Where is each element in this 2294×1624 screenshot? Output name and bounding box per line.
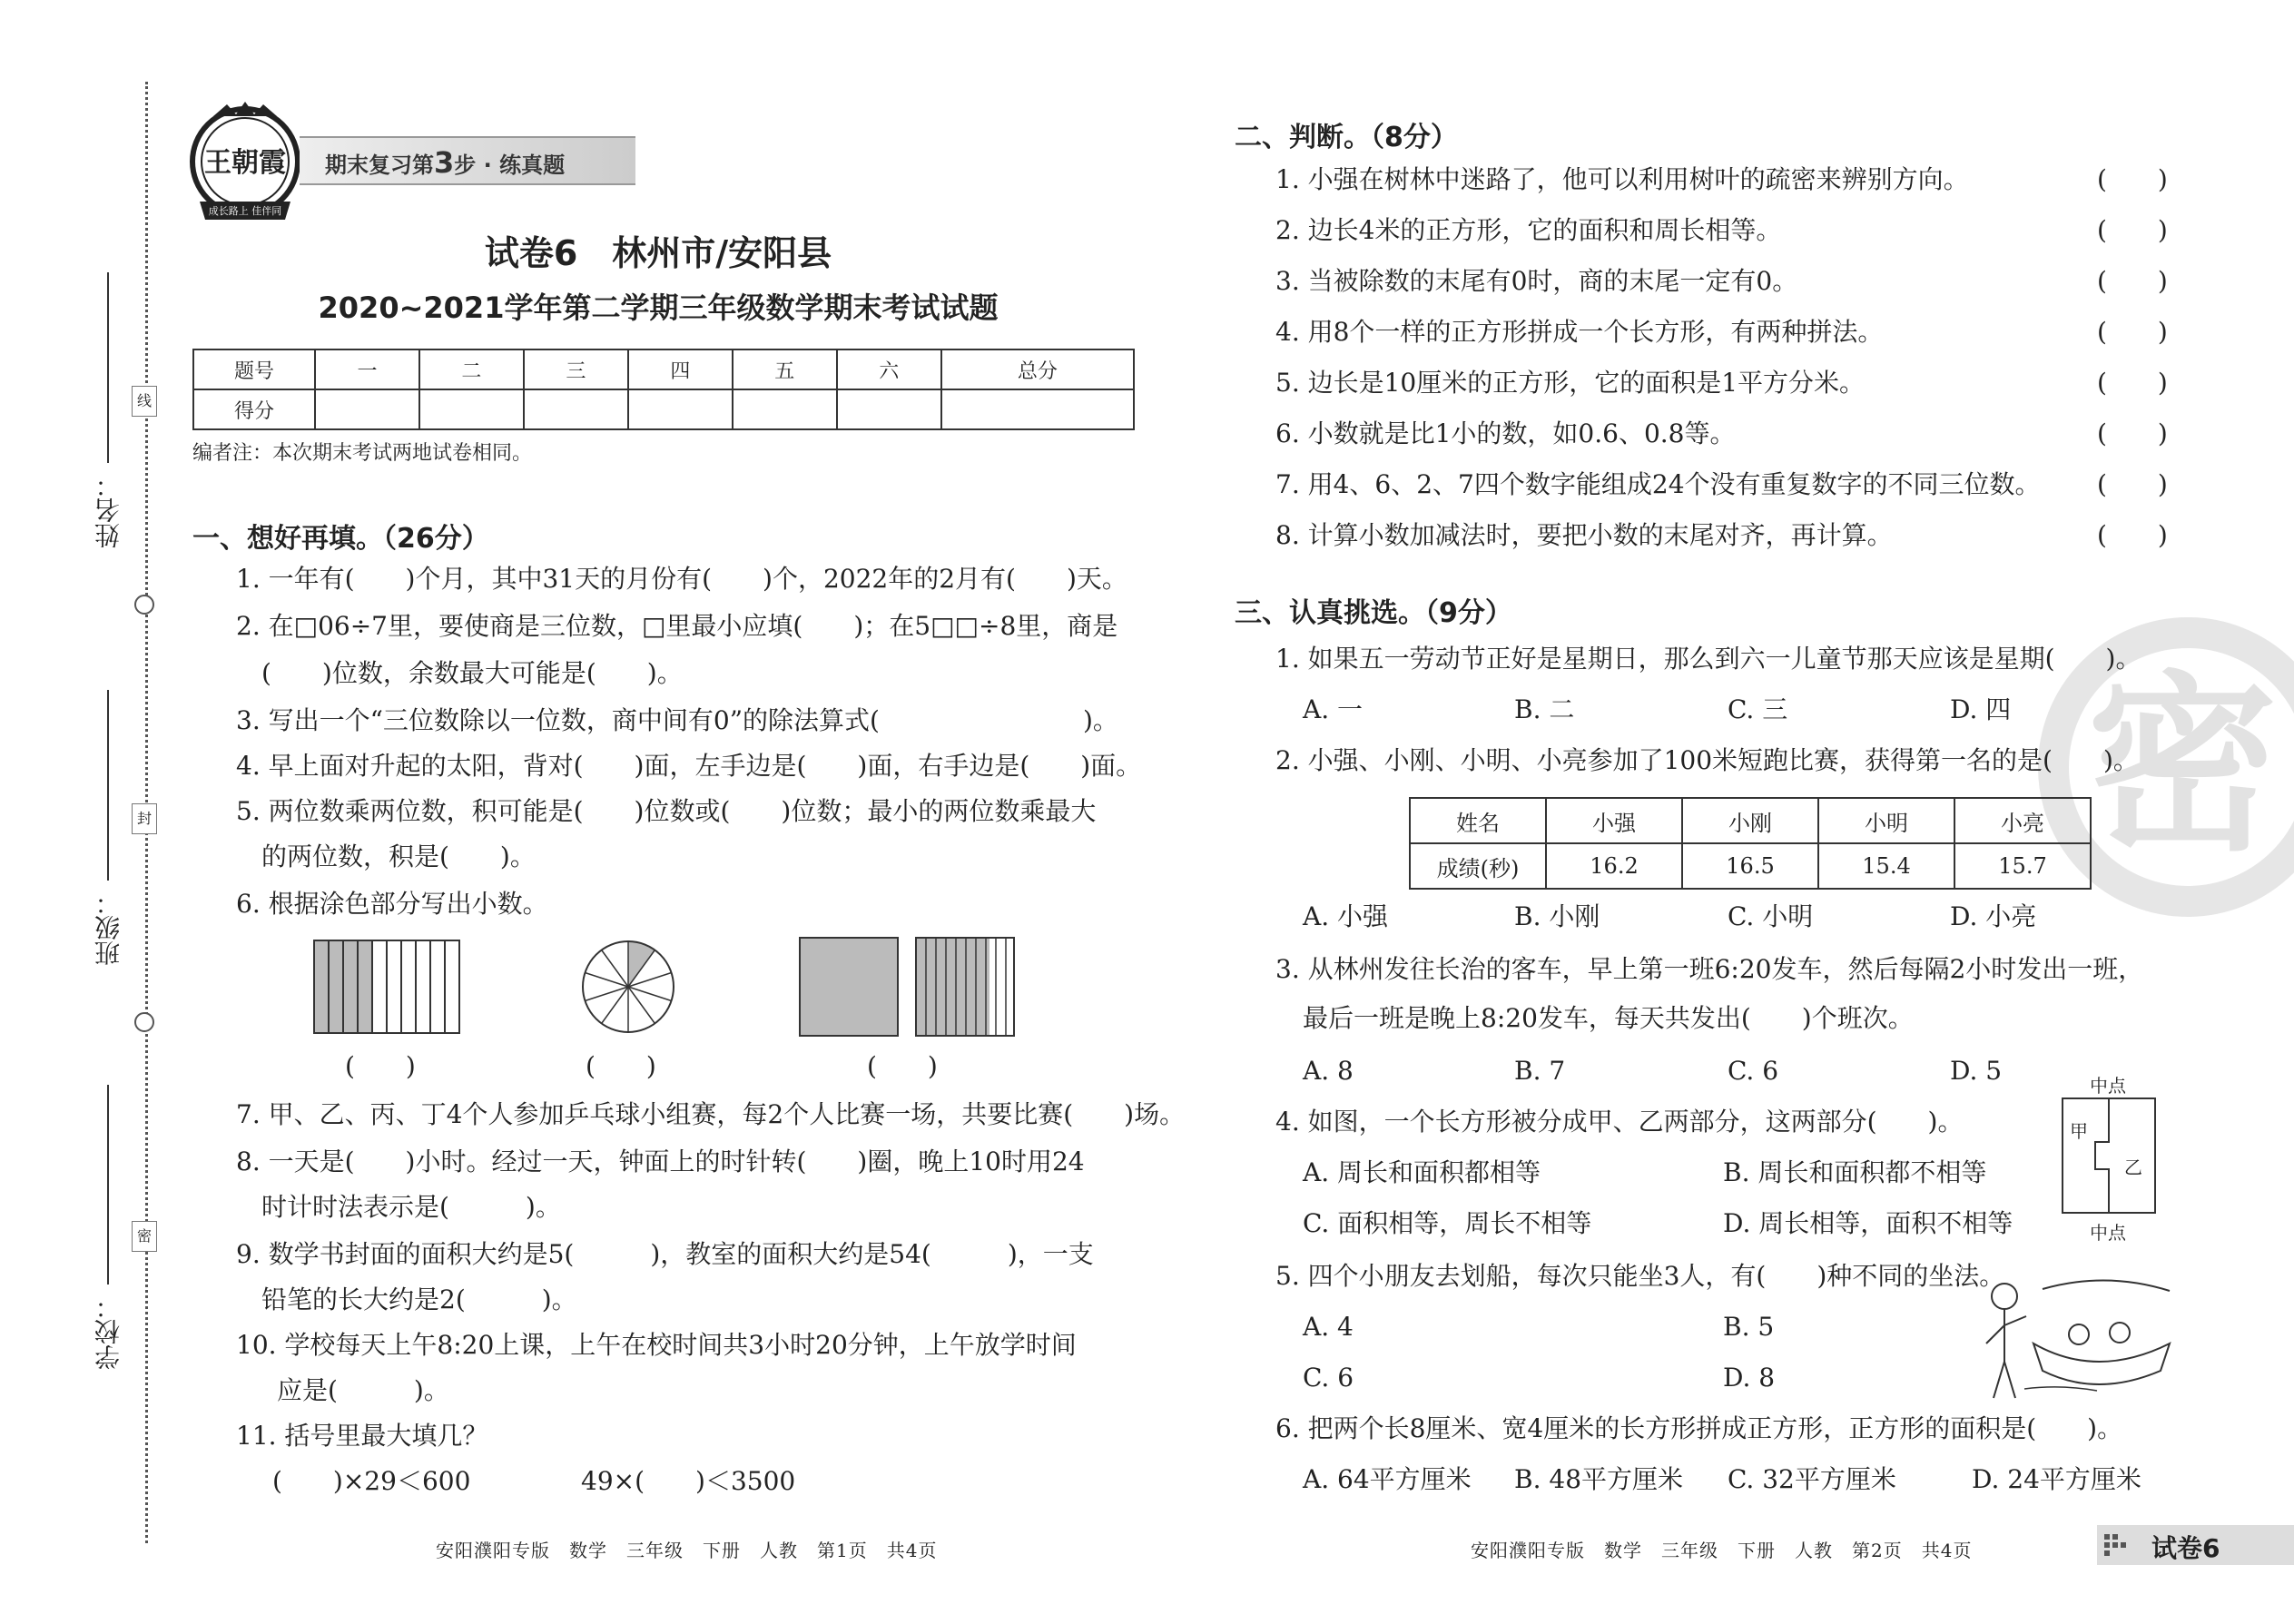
table-cell: 小刚 — [1682, 798, 1818, 843]
paper-tag — [2097, 1525, 2294, 1565]
table-cell: 小强 — [1546, 798, 1682, 843]
score-header-cell: 五 — [733, 349, 837, 389]
s3-q5: 5. 四个小朋友去划船，每次只能坐3人，有( )种不同的坐法。 — [1275, 1261, 2005, 1291]
s3-q2-opt-c[interactable]: C. 小明 — [1728, 901, 1814, 931]
s1-q10a: 10. 学校每天上午8:20上课，上午在校时间共3小时20分钟，上午放学时间 — [236, 1330, 1077, 1360]
fig-top-label: 中点 — [2090, 1075, 2126, 1097]
s1-q2b: ( )位数，余数最大可能是( )。 — [261, 658, 683, 688]
decimal-figure-circle — [581, 940, 675, 1038]
s1-q8a: 8. 一天是( )小时。经过一天，钟面上的时针转( )圈，晚上10时用24 — [236, 1147, 1085, 1176]
s3-q2-opt-d[interactable]: D. 小亮 — [1950, 901, 2037, 931]
score-cell[interactable] — [524, 389, 628, 429]
s1-q4: 4. 早上面对升起的太阳，背对( )面，左手边是( )面，右手边是( )面。 — [236, 751, 1142, 781]
s1-q11a: ( )×29＜600 — [272, 1466, 471, 1496]
s2-answer-4[interactable]: ( ) — [2097, 317, 2168, 347]
s2-answer-7[interactable]: ( ) — [2097, 469, 2168, 499]
s2-item-2: 2. 边长4米的正方形，它的面积和周长相等。 — [1275, 215, 1782, 245]
decimal-figure-square — [799, 937, 901, 1040]
s1-q2a: 2. 在□06÷7里，要使商是三位数，□里最小应填( )；在5□□÷8里，商是 — [236, 611, 1118, 641]
banner-step: 3 — [434, 145, 455, 180]
brand-logo — [182, 100, 309, 231]
s1-q7: 7. 甲、乙、丙、丁4个人参加乒乓球小组赛，每2个人比赛一场，共要比赛( )场。 — [236, 1099, 1186, 1129]
s3-q2-opt-a[interactable]: A. 小强 — [1303, 901, 1389, 931]
binding-mark-secret: 密 — [132, 1221, 157, 1252]
tag-decoration-icon — [2104, 1534, 2132, 1556]
score-cell[interactable] — [941, 389, 1134, 429]
s2-item-5: 5. 边长是10厘米的正方形，它的面积是1平方分米。 — [1275, 368, 1866, 398]
score-cell[interactable] — [628, 389, 733, 429]
binding-dot — [134, 595, 154, 615]
s3-q5-opt-a[interactable]: A. 4 — [1303, 1312, 1354, 1342]
fig-bottom-label: 中点 — [2090, 1222, 2126, 1244]
binding-mark-line: 线 — [132, 386, 157, 417]
score-header-cell: 四 — [628, 349, 733, 389]
s2-item-7: 7. 用4、6、2、7四个数字能组成24个没有重复数字的不同三位数。 — [1275, 469, 2041, 499]
score-table-score-row — [193, 389, 1134, 429]
split-rectangle-figure — [2052, 1071, 2170, 1244]
s2-item-1: 1. 小强在树林中迷路了，他可以利用树叶的疏密来辨别方向。 — [1275, 164, 1969, 194]
s1-q3: 3. 写出一个“三位数除以一位数，商中间有0”的除法算式( )。 — [236, 705, 1118, 735]
class-label: 班级： — [94, 890, 123, 966]
footer-right: 安阳濮阳专版 数学 三年级 下册 人教 第2页 共4页 — [1471, 1540, 1973, 1561]
binding-mark-seal: 封 — [132, 803, 157, 834]
fig-left-label: 甲 — [2070, 1120, 2088, 1142]
binding-dot — [134, 1012, 154, 1032]
q6-blank-1[interactable]: ( ) — [345, 1051, 416, 1081]
score-cell[interactable] — [837, 389, 941, 429]
s1-q11: 11. 括号里最大填几？ — [236, 1421, 488, 1451]
s3-q4-opt-d[interactable]: D. 周长相等，面积不相等 — [1723, 1208, 2013, 1238]
s1-q9a: 9. 数学书封面的面积大约是5( )，教室的面积大约是54( )，一支 — [236, 1239, 1094, 1269]
race-results-table — [1409, 797, 2092, 890]
table-cell: 15.7 — [1954, 843, 2091, 889]
table-cell: 16.5 — [1682, 843, 1818, 889]
s2-item-6: 6. 小数就是比1小的数，如0.6、0.8等。 — [1275, 418, 1736, 448]
school-field[interactable] — [107, 1085, 109, 1284]
section1-title: 一、想好再填。（26分） — [192, 523, 489, 555]
table-cell: 小明 — [1818, 798, 1954, 843]
s3-q6-opt-d[interactable]: D. 24平方厘米 — [1972, 1464, 2141, 1494]
s3-q1: 1. 如果五一劳动节正好是星期日，那么到六一儿童节那天应该是星期( )。 — [1275, 644, 2141, 674]
table-cell: 16.2 — [1546, 843, 1682, 889]
s3-q1-opt-d[interactable]: D. 四 — [1950, 694, 2012, 724]
s3-q2-opt-b[interactable]: B. 小刚 — [1514, 901, 1600, 931]
table-cell: 小亮 — [1954, 798, 2091, 843]
s3-q1-opt-b[interactable]: B. 二 — [1514, 694, 1575, 724]
section3-title: 三、认真挑选。（9分） — [1235, 597, 1512, 629]
s3-q5-opt-d[interactable]: D. 8 — [1723, 1363, 1776, 1393]
s1-q1: 1. 一年有( )个月，其中31天的月份有( )个，2022年的2月有( )天。 — [236, 564, 1127, 594]
s3-q5-opt-b[interactable]: B. 5 — [1723, 1312, 1775, 1342]
s2-answer-2[interactable]: ( ) — [2097, 215, 2168, 245]
s3-q1-opt-c[interactable]: C. 三 — [1728, 694, 1788, 724]
q6-blank-3[interactable]: ( ) — [867, 1051, 938, 1081]
s2-answer-1[interactable]: ( ) — [2097, 164, 2168, 194]
score-row-label: 得分 — [193, 389, 315, 429]
s3-q4-opt-c[interactable]: C. 面积相等，周长不相等 — [1303, 1208, 1592, 1238]
s3-q4: 4. 如图，一个长方形被分成甲、乙两部分，这两部分( )。 — [1275, 1107, 1964, 1137]
s3-q4-opt-a[interactable]: A. 周长和面积都相等 — [1303, 1157, 1541, 1187]
table-row — [1410, 843, 2091, 889]
s2-answer-6[interactable]: ( ) — [2097, 418, 2168, 448]
s1-q9b: 铅笔的长大约是2( )。 — [261, 1284, 577, 1314]
s3-q2: 2. 小强、小刚、小明、小亮参加了100米短跑比赛，获得第一名的是( )。 — [1275, 745, 2139, 775]
s1-q10b: 应是( )。 — [277, 1375, 449, 1405]
fig-right-label: 乙 — [2124, 1156, 2142, 1178]
s1-q5a: 5. 两位数乘两位数，积可能是( )位数或( )位数；最小的两位数乘最大 — [236, 796, 1097, 826]
class-field[interactable] — [107, 690, 109, 881]
s3-q3-opt-b[interactable]: B. 7 — [1514, 1056, 1566, 1086]
score-header-cell: 总分 — [941, 349, 1134, 389]
s3-q3-opt-d[interactable]: D. 5 — [1950, 1056, 2003, 1086]
s1-q11b: 49×( )＜3500 — [581, 1466, 796, 1496]
s3-q3a: 3. 从林州发往长治的客车，早上第一班6:20发车，然后每隔2小时发出一班， — [1275, 954, 2144, 984]
table-cell: 成绩(秒) — [1410, 843, 1546, 889]
score-cell[interactable] — [315, 389, 419, 429]
score-header-cell: 题号 — [193, 349, 315, 389]
s1-q6: 6. 根据涂色部分写出小数。 — [236, 889, 548, 919]
s3-q5-opt-c[interactable]: C. 6 — [1303, 1363, 1354, 1393]
logo-motto: 成长路上 佳伴同行 — [208, 205, 282, 231]
s3-q4-opt-b[interactable]: B. 周长和面积都不相等 — [1723, 1157, 1987, 1187]
page-title: 试卷6 林州市/安阳县 — [484, 233, 832, 273]
rowing-boat-illustration — [1970, 1271, 2188, 1411]
score-table-header-row — [193, 349, 1134, 389]
s2-item-8: 8. 计算小数加减法时，要把小数的末尾对齐，再计算。 — [1275, 520, 1893, 550]
s3-q3b: 最后一班是晚上8:20发车，每天共发出( )个班次。 — [1303, 1003, 1914, 1033]
s1-q5b: 的两位数，积是( )。 — [261, 842, 536, 871]
score-header-cell: 三 — [524, 349, 628, 389]
s3-q6-opt-c[interactable]: C. 32平方厘米 — [1728, 1464, 1896, 1494]
section2-title: 二、判断。（8分） — [1235, 122, 1458, 153]
school-label: 学校： — [94, 1294, 123, 1370]
s3-q6: 6. 把两个长8厘米、宽4厘米的长方形拼成正方形，正方形的面积是( )。 — [1275, 1413, 2123, 1443]
s2-answer-3[interactable]: ( ) — [2097, 266, 2168, 296]
s3-q6-opt-b[interactable]: B. 48平方厘米 — [1514, 1464, 1684, 1494]
q6-blank-2[interactable]: ( ) — [586, 1051, 656, 1081]
editor-note: 编者注：本次期末考试两地试卷相同。 — [192, 442, 533, 465]
s3-q3-opt-c[interactable]: C. 6 — [1728, 1056, 1779, 1086]
name-label: 姓名： — [94, 472, 123, 548]
footer-left: 安阳濮阳专版 数学 三年级 下册 人教 第1页 共4页 — [436, 1540, 938, 1561]
decimal-figure-strips — [313, 940, 460, 1038]
banner — [300, 136, 635, 185]
s2-item-3: 3. 当被除数的末尾有0时，商的末尾一定有0。 — [1275, 266, 1798, 296]
score-table — [192, 349, 1135, 430]
score-header-cell: 二 — [419, 349, 524, 389]
s2-answer-5[interactable]: ( ) — [2097, 368, 2168, 398]
tag-label: 试卷6 — [2151, 1533, 2220, 1563]
s2-answer-8[interactable]: ( ) — [2097, 520, 2168, 550]
score-header-cell: 六 — [837, 349, 941, 389]
s2-item-4: 4. 用8个一样的正方形拼成一个长方形，有两种拼法。 — [1275, 317, 1884, 347]
watermark-glyph: 密 — [2087, 655, 2279, 877]
score-cell[interactable] — [419, 389, 524, 429]
table-row — [1410, 798, 2091, 843]
name-field[interactable] — [107, 272, 109, 463]
decimal-figure-strips-2 — [915, 937, 1017, 1040]
s1-q8b: 时计时法表示是( )。 — [261, 1192, 561, 1222]
page-subtitle: 2020~2021学年第二学期三年级数学期末考试试题 — [318, 290, 999, 325]
score-header-cell: 一 — [315, 349, 419, 389]
score-cell[interactable] — [733, 389, 837, 429]
s3-q1-opt-a[interactable]: A. 一 — [1303, 694, 1364, 724]
logo-text: 王朝霞 — [204, 147, 286, 179]
s3-q3-opt-a[interactable]: A. 8 — [1303, 1056, 1354, 1086]
banner-prefix: 期末复习第 — [325, 153, 434, 178]
table-cell: 姓名 — [1410, 798, 1546, 843]
table-cell: 15.4 — [1818, 843, 1954, 889]
s3-q6-opt-a[interactable]: A. 64平方厘米 — [1303, 1464, 1472, 1494]
banner-suffix: 步 · 练真题 — [454, 153, 566, 178]
